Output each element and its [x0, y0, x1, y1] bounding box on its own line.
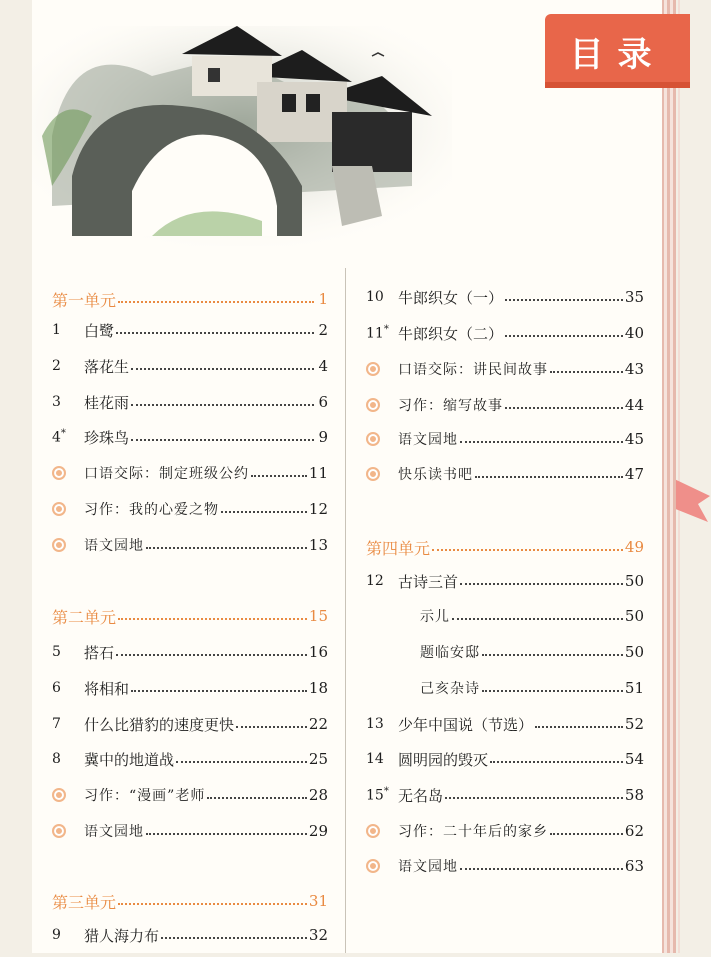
leader-dots	[146, 547, 307, 549]
leader-dots	[236, 726, 307, 728]
toc-unit-heading[interactable]	[52, 886, 328, 916]
page-number: 45	[624, 430, 644, 448]
page-number: 28	[308, 786, 328, 804]
leader-dots	[118, 301, 314, 303]
toc-entry[interactable]	[366, 566, 644, 596]
page-number: 11	[308, 464, 328, 482]
page-number: 12	[308, 500, 328, 518]
entry-title: 第二单元	[52, 607, 117, 627]
bullet-circle-icon	[366, 824, 398, 838]
column-divider	[345, 268, 346, 953]
toc-entry[interactable]	[52, 387, 328, 417]
lesson-number: 5	[52, 644, 61, 660]
entry-title: 古诗三首	[398, 572, 459, 591]
leader-dots	[118, 903, 307, 905]
leader-dots	[116, 654, 307, 656]
lesson-number: 11*	[366, 324, 389, 342]
page-number: 63	[624, 857, 644, 875]
bridge-illustration	[32, 16, 452, 246]
page-number: 52	[624, 715, 644, 733]
bullet-circle-icon	[52, 788, 84, 802]
leader-dots	[505, 335, 623, 337]
leader-dots	[460, 441, 623, 443]
toc-entry[interactable]	[52, 920, 328, 950]
page-number: 51	[624, 679, 644, 697]
page-number: 50	[624, 607, 644, 625]
page-number: 49	[624, 538, 644, 556]
toc-unit-heading[interactable]	[366, 532, 644, 562]
leader-dots	[452, 618, 623, 620]
bullet-circle-icon	[52, 466, 84, 480]
page-number: 13	[308, 536, 328, 554]
page-number: 9	[318, 428, 328, 446]
toc-entry[interactable]	[366, 282, 644, 312]
leader-dots	[445, 797, 623, 799]
optional-star: *	[383, 786, 389, 798]
entry-title: 习作：二十年后的家乡	[398, 824, 548, 840]
entry-title: 语文园地	[84, 824, 144, 840]
entry-title: 题临安邸	[420, 645, 480, 661]
toc-entry[interactable]	[366, 318, 644, 348]
toc-entry[interactable]	[366, 851, 644, 881]
leader-dots	[207, 797, 307, 799]
page-number: 29	[308, 822, 328, 840]
page-number: 22	[308, 715, 328, 733]
entry-title: 无名岛	[398, 786, 444, 805]
leader-dots	[460, 583, 623, 585]
toc-unit-heading[interactable]	[52, 601, 328, 631]
optional-star: *	[383, 324, 389, 336]
entry-title: 什么比猎豹的速度更快	[84, 715, 235, 734]
toc-unit-heading[interactable]	[52, 284, 328, 314]
leader-dots	[482, 654, 623, 656]
page-number: 40	[624, 324, 644, 342]
toc-entry[interactable]	[52, 637, 328, 667]
toc-entry[interactable]	[52, 530, 328, 560]
page-number: 6	[318, 393, 328, 411]
toc-entry[interactable]	[366, 390, 644, 420]
lesson-number: 14	[366, 751, 384, 767]
leader-dots	[251, 475, 307, 477]
entry-title: 搭石	[84, 643, 115, 662]
leader-dots	[131, 368, 314, 370]
lesson-number: 13	[366, 716, 384, 732]
toc-entry[interactable]	[52, 315, 328, 345]
leader-dots	[131, 439, 314, 441]
leader-dots	[490, 761, 623, 763]
bullet-circle-icon	[366, 859, 398, 873]
page-number: 31	[308, 892, 328, 910]
entry-title: 习作：缩写故事	[398, 398, 503, 414]
lesson-number: 6	[52, 680, 61, 696]
page-number: 16	[308, 643, 328, 661]
entry-title: 第三单元	[52, 892, 117, 912]
lesson-number: 10	[366, 289, 384, 305]
page-number: 50	[624, 572, 644, 590]
page-number: 50	[624, 643, 644, 661]
leader-dots	[460, 868, 623, 870]
entry-title: 桂花雨	[84, 393, 130, 412]
entry-title: 冀中的地道战	[84, 750, 175, 769]
bullet-circle-icon	[366, 398, 398, 412]
toc-entry[interactable]	[52, 422, 328, 452]
leader-dots	[432, 549, 623, 551]
entry-title: 语文园地	[84, 538, 144, 554]
toc-entry[interactable]	[366, 816, 644, 846]
bookmark-ribbon-icon	[668, 476, 710, 522]
leader-dots	[535, 726, 623, 728]
bullet-circle-icon	[366, 362, 398, 376]
toc-entry[interactable]	[52, 780, 328, 810]
bullet-circle-icon	[366, 432, 398, 446]
leader-dots	[161, 937, 307, 939]
toc-entry[interactable]	[366, 780, 644, 810]
page-title: 目录	[545, 14, 690, 88]
leader-dots	[131, 690, 307, 692]
lesson-number: 7	[52, 716, 61, 732]
page-number: 54	[624, 750, 644, 768]
entry-title: 习作：我的心爱之物	[84, 502, 219, 518]
page-number: 25	[308, 750, 328, 768]
page-number: 35	[624, 288, 644, 306]
leader-dots	[118, 618, 307, 620]
leader-dots	[550, 833, 623, 835]
entry-title: 第一单元	[52, 290, 117, 310]
toc-entry[interactable]	[366, 673, 644, 703]
toc-entry[interactable]	[366, 354, 644, 384]
lesson-number: 4*	[52, 428, 66, 446]
leader-dots	[482, 690, 623, 692]
toc-entry[interactable]	[52, 458, 328, 488]
page-number: 18	[308, 679, 328, 697]
lesson-number: 9	[52, 927, 61, 943]
toc-entry[interactable]	[366, 424, 644, 454]
toc-entry[interactable]	[52, 816, 328, 846]
lesson-number: 15*	[366, 786, 389, 804]
bullet-circle-icon	[52, 502, 84, 516]
leader-dots	[550, 371, 623, 373]
page-number: 58	[624, 786, 644, 804]
leader-dots	[505, 299, 623, 301]
toc-entry[interactable]	[52, 673, 328, 703]
leader-dots	[146, 833, 307, 835]
lesson-number: 12	[366, 573, 384, 589]
page-number: 4	[318, 357, 328, 375]
entry-title: 口语交际：讲民间故事	[398, 362, 548, 378]
leader-dots	[505, 407, 623, 409]
entry-title: 第四单元	[366, 538, 431, 558]
leader-dots	[116, 332, 314, 334]
page-number: 62	[624, 822, 644, 840]
page-number: 32	[308, 926, 328, 944]
page-number: 44	[624, 396, 644, 414]
entry-title: 语文园地	[398, 859, 458, 875]
bullet-circle-icon	[52, 824, 84, 838]
leader-dots	[176, 761, 307, 763]
bullet-circle-icon	[366, 467, 398, 481]
entry-title: 牛郎织女（二）	[398, 324, 504, 343]
entry-title: 口语交际：制定班级公约	[84, 466, 249, 482]
lesson-number: 3	[52, 394, 61, 410]
entry-title: 将相和	[84, 679, 130, 698]
lesson-number: 8	[52, 751, 61, 767]
lesson-number: 1	[52, 322, 61, 338]
entry-title: 白鹭	[84, 321, 115, 340]
page-number: 1	[318, 290, 328, 308]
leader-dots	[131, 404, 314, 406]
entry-title: 落花生	[84, 357, 130, 376]
entry-title: 猎人海力布	[84, 926, 160, 945]
entry-title: 珍珠鸟	[84, 428, 130, 447]
leader-dots	[475, 476, 623, 478]
entry-title: 快乐读书吧	[398, 467, 473, 483]
toc-entry[interactable]	[366, 744, 644, 774]
toc-entry[interactable]	[366, 459, 644, 489]
entry-title: 牛郎织女（一）	[398, 288, 504, 307]
entry-title: 少年中国说（节选）	[398, 715, 534, 734]
entry-title: 习作：“漫画”老师	[84, 788, 206, 804]
lesson-number: 2	[52, 358, 61, 374]
bullet-circle-icon	[52, 538, 84, 552]
toc-entry[interactable]	[52, 744, 328, 774]
page-number: 47	[624, 465, 644, 483]
toc-entry[interactable]	[366, 637, 644, 667]
page-number: 15	[308, 607, 328, 625]
leader-dots	[221, 511, 307, 513]
toc-entry[interactable]	[52, 494, 328, 524]
toc-entry[interactable]	[366, 601, 644, 631]
toc-entry[interactable]	[52, 709, 328, 739]
entry-title: 圆明园的毁灭	[398, 750, 489, 769]
toc-entry[interactable]	[52, 351, 328, 381]
page-number: 2	[318, 321, 328, 339]
optional-star: *	[60, 428, 66, 440]
entry-title: 示儿	[420, 609, 450, 625]
entry-title: 语文园地	[398, 432, 458, 448]
entry-title: 己亥杂诗	[420, 681, 480, 697]
toc-entry[interactable]	[366, 709, 644, 739]
page-number: 43	[624, 360, 644, 378]
